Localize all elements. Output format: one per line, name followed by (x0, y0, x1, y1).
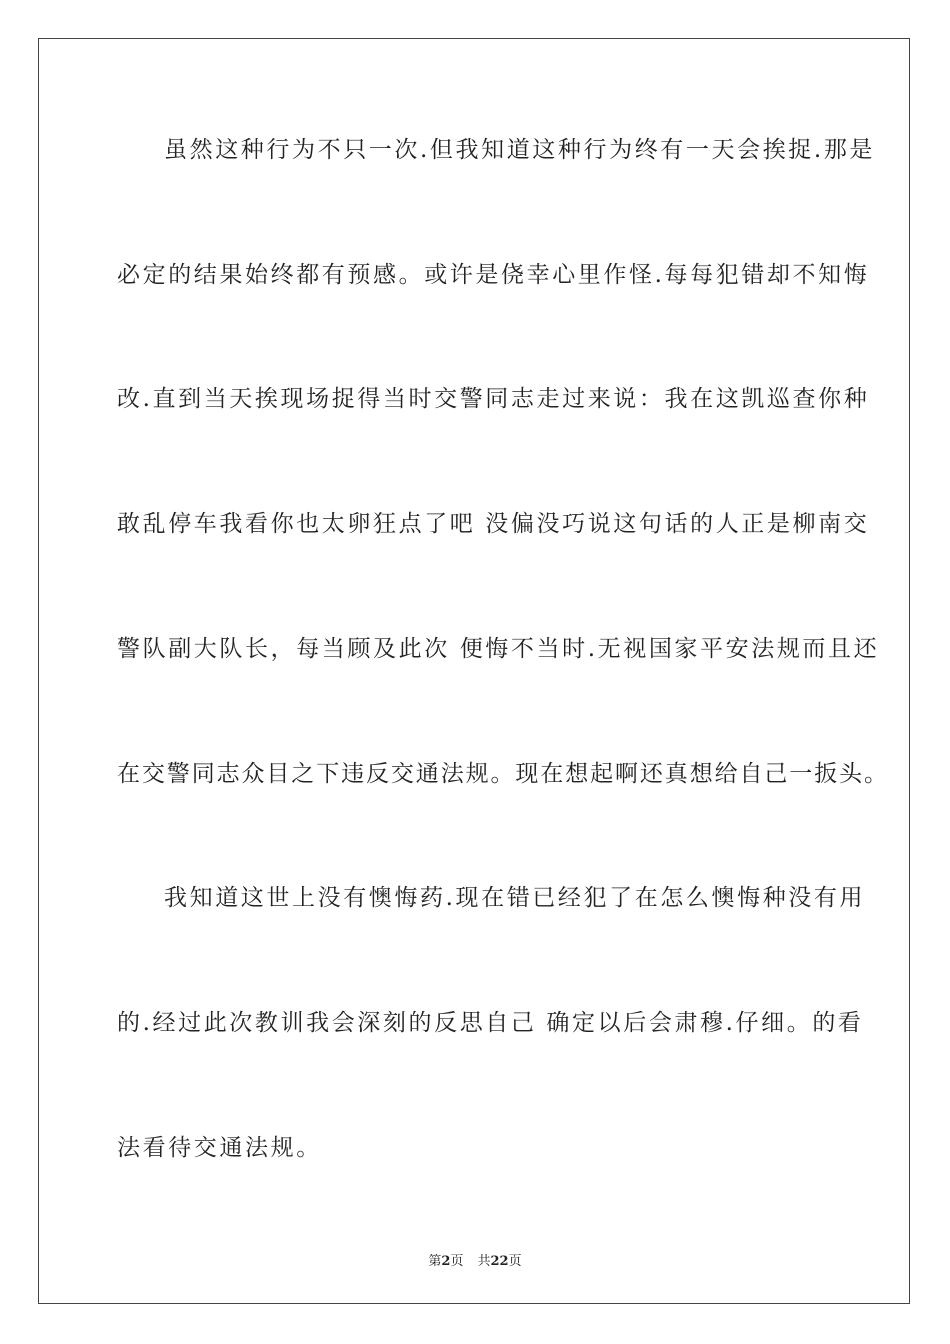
paragraph-1-line-5: 警队副大队长，每当顾及此次 便悔不当时.无视国家平安法规而且还 (117, 636, 880, 662)
footer-page-total: 22 (490, 1254, 509, 1269)
paragraph-1-line-6: 在交警同志众目之下违反交通法规。现在想起啊还真想给自己一扳头。 (117, 761, 889, 787)
footer-total-suffix: 页 (508, 1254, 522, 1269)
paragraph-1-line-4: 敢乱停车我看你也太卵狂点了吧 没偏没巧说这句话的人正是柳南交 (117, 511, 870, 537)
paragraph-2-line-2: 的.经过此次教训我会深刻的反思自己 确定以后会肃穆.仔细。的看 (117, 1010, 864, 1036)
paragraph-1-line-2: 必定的结果始终都有预感。或许是侥幸心里作怪.每每犯错却不知悔 (117, 262, 870, 288)
page-border (38, 38, 910, 1304)
paragraph-2-line-1: 我知道这世上没有懊悔药.现在错已经犯了在怎么懊悔种没有用 (164, 885, 866, 911)
footer-page-prefix: 第 (428, 1254, 442, 1269)
footer-page-current: 2 (441, 1254, 451, 1269)
paragraph-1-line-3: 改.直到当天挨现场捉得当时交警同志走过来说：我在这凯巡查你种 (117, 386, 870, 412)
paragraph-2-line-3: 法看待交通法规。 (117, 1135, 322, 1161)
page-footer (0, 1250, 950, 1269)
footer-total-prefix: 共 (477, 1254, 491, 1269)
paragraph-1-line-1: 虽然这种行为不只一次.但我知道这种行为终有一天会挨捉.那是 (164, 137, 876, 163)
footer-page-suffix: 页 (450, 1254, 464, 1269)
